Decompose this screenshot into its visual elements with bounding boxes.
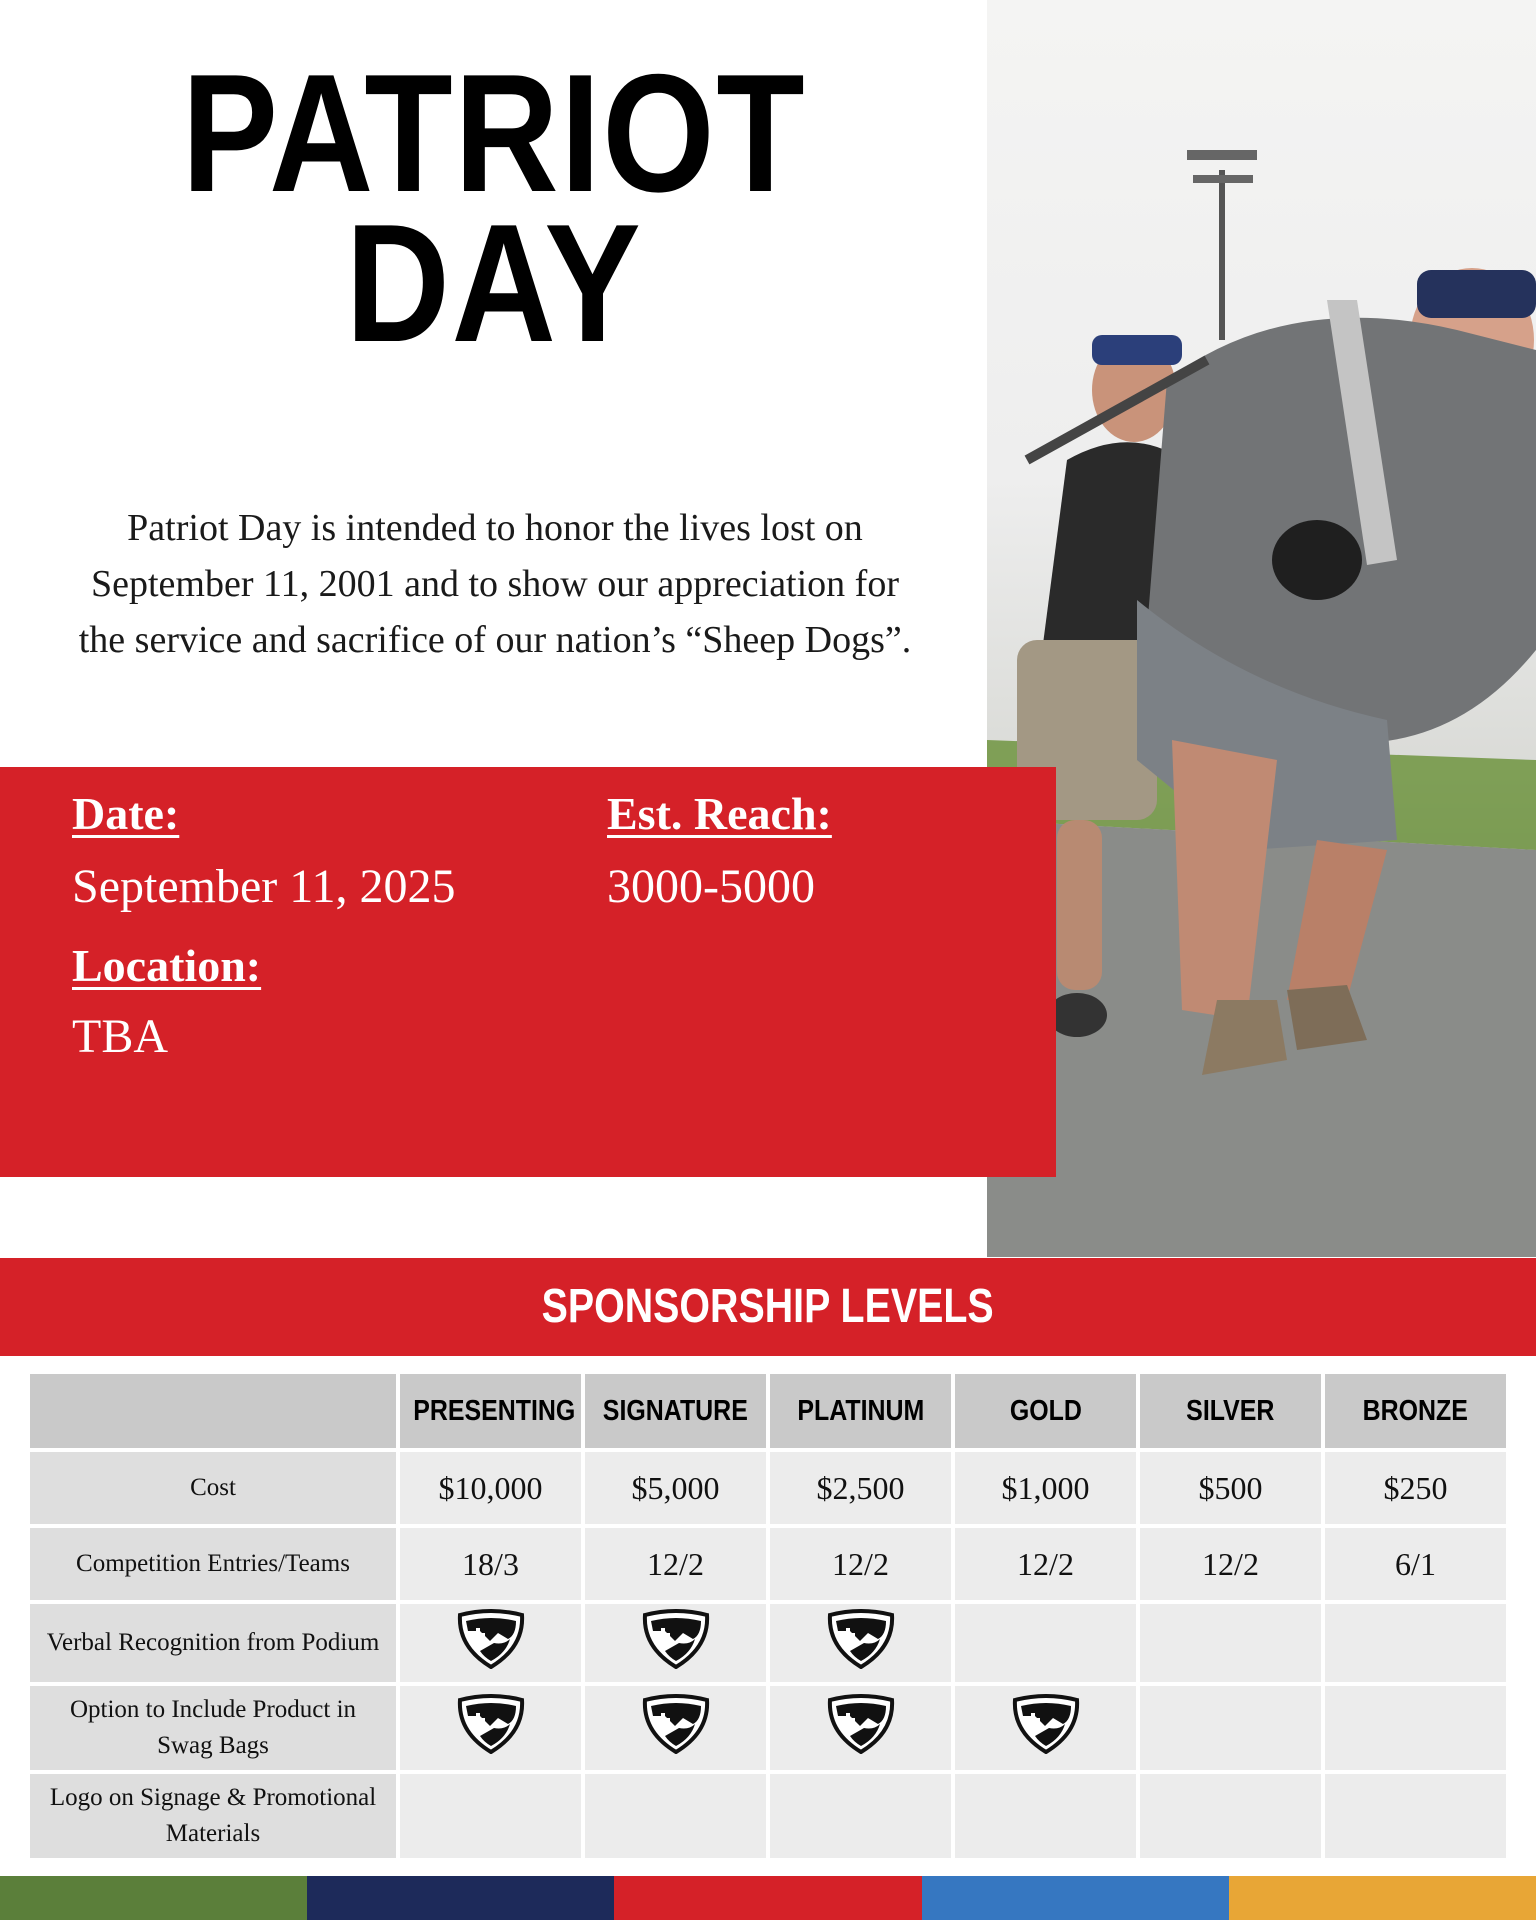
logo-platinum: [770, 1774, 951, 1858]
athletes-illustration: [987, 0, 1536, 1257]
intro-line-2: September 11, 2001 and to show our appreciation for: [90, 563, 899, 605]
date-value: September 11, 2025: [72, 860, 456, 913]
sheep-dog-shield-icon: [1009, 1694, 1083, 1754]
stripe-blue: [922, 1876, 1229, 1920]
table-row-cost: [30, 1452, 1506, 1524]
table-row-logo-signage: [30, 1774, 1506, 1858]
sheep-dog-shield-icon: [454, 1609, 528, 1669]
stripe-red: [614, 1876, 921, 1920]
sponsorship-table: [26, 1370, 1510, 1862]
sponsorship-heading: [0, 1258, 1536, 1356]
sponsorship-heading-text: SPONSORSHIP LEVELS: [541, 1280, 995, 1333]
verbal-presenting: [400, 1604, 581, 1682]
intro-line-1: Patriot Day is intended to honor the lives lost on: [127, 507, 863, 549]
swag-gold: [955, 1686, 1136, 1770]
header-bronze: BRONZE: [1325, 1374, 1506, 1448]
verbal-gold: [955, 1604, 1136, 1682]
table-row-entries: [30, 1528, 1506, 1600]
title-line-1: PATRIOT: [181, 39, 807, 227]
logo-presenting: [400, 1774, 581, 1858]
stripe-green: [0, 1876, 307, 1920]
cost-gold: $1,000: [955, 1452, 1136, 1524]
verbal-platinum: [770, 1604, 951, 1682]
header-silver: SILVER: [1140, 1374, 1321, 1448]
logo-gold: [955, 1774, 1136, 1858]
row-label-entries: Competition Entries/Teams: [30, 1528, 396, 1600]
verbal-signature: [585, 1604, 766, 1682]
verbal-bronze: [1325, 1604, 1506, 1682]
header-blank: [30, 1374, 396, 1448]
location-value: TBA: [72, 1010, 168, 1063]
row-label-cost: Cost: [30, 1452, 396, 1524]
swag-silver: [1140, 1686, 1321, 1770]
verbal-silver: [1140, 1604, 1321, 1682]
sheep-dog-shield-icon: [824, 1694, 898, 1754]
table-row-swag-bags: [30, 1686, 1506, 1770]
row-label-logo-signage: Logo on Signage & Promotional Materials: [30, 1774, 396, 1858]
header-signature: SIGNATURE: [585, 1374, 766, 1448]
cost-signature: $5,000: [585, 1452, 766, 1524]
entries-gold: 12/2: [955, 1528, 1136, 1600]
sheep-dog-shield-icon: [824, 1609, 898, 1669]
sheep-dog-shield-icon: [454, 1694, 528, 1754]
entries-silver: 12/2: [1140, 1528, 1321, 1600]
entries-presenting: 18/3: [400, 1528, 581, 1600]
page-title: [69, 39, 919, 377]
stripe-gold: [1229, 1876, 1536, 1920]
event-photo: [987, 0, 1536, 1257]
intro-line-3: the service and sacrifice of our nation’s “Sheep Dogs”.: [78, 619, 912, 661]
swag-presenting: [400, 1686, 581, 1770]
footer-color-stripes: [0, 1876, 1536, 1920]
entries-bronze: 6/1: [1325, 1528, 1506, 1600]
logo-bronze: [1325, 1774, 1506, 1858]
cost-silver: $500: [1140, 1452, 1321, 1524]
swag-bronze: [1325, 1686, 1506, 1770]
swag-signature: [585, 1686, 766, 1770]
reach-value: 3000-5000: [607, 860, 815, 913]
stripe-navy: [307, 1876, 614, 1920]
header-presenting: PRESENTING: [400, 1374, 581, 1448]
cost-presenting: $10,000: [400, 1452, 581, 1524]
swag-platinum: [770, 1686, 951, 1770]
cost-bronze: $250: [1325, 1452, 1506, 1524]
sheep-dog-shield-icon: [639, 1694, 713, 1754]
entries-platinum: 12/2: [770, 1528, 951, 1600]
header-gold: GOLD: [955, 1374, 1136, 1448]
sheep-dog-shield-icon: [639, 1609, 713, 1669]
intro-paragraph: [30, 500, 960, 668]
row-label-swag-bags: Option to Include Product in Swag Bags: [30, 1686, 396, 1770]
title-line-2: DAY: [345, 189, 643, 377]
row-label-verbal-recognition: Verbal Recognition from Podium: [30, 1604, 396, 1682]
table-header-row: [30, 1374, 1506, 1448]
reach-label: Est. Reach:: [607, 788, 832, 839]
event-details-panel: [0, 767, 1056, 1177]
header-platinum: PLATINUM: [770, 1374, 951, 1448]
location-label: Location:: [72, 940, 262, 991]
logo-silver: [1140, 1774, 1321, 1858]
cost-platinum: $2,500: [770, 1452, 951, 1524]
entries-signature: 12/2: [585, 1528, 766, 1600]
date-label: Date:: [72, 788, 180, 839]
logo-signature: [585, 1774, 766, 1858]
table-row-verbal-recognition: [30, 1604, 1506, 1682]
